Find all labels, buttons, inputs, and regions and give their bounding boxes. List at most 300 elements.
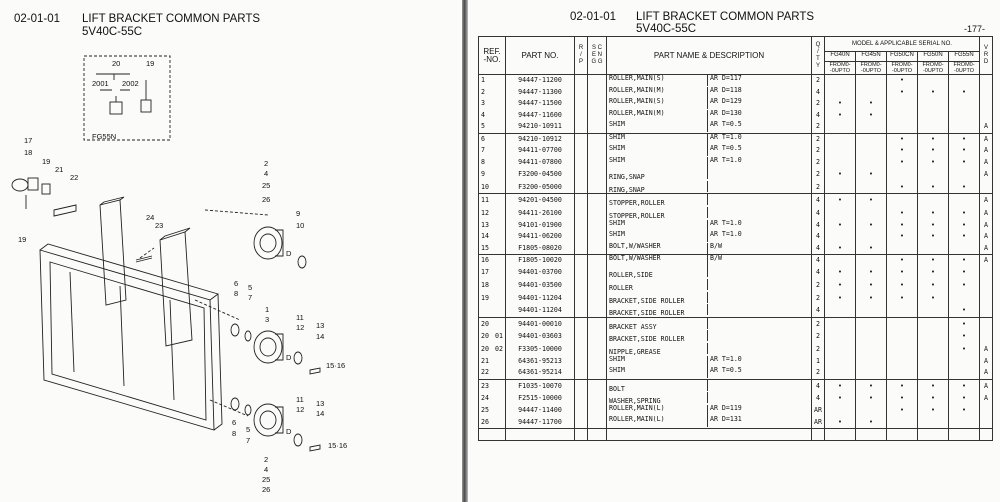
part-no: 94210-10912 xyxy=(506,133,575,145)
part-no: 94201-04500 xyxy=(506,194,575,207)
part-no: 94401-11204 xyxy=(506,304,575,317)
model-mark xyxy=(949,168,980,181)
ref-no: 13 xyxy=(479,219,506,231)
callout-label: 23 xyxy=(155,221,164,230)
part-name: BRACKET,SIDE ROLLER xyxy=(607,304,812,317)
model-name: FG50CN xyxy=(887,52,917,62)
part-desc: AR T=1.0 xyxy=(707,157,742,168)
model-mark xyxy=(825,356,856,368)
model-mark: • xyxy=(887,207,918,220)
page-number: -177- xyxy=(964,24,986,34)
qty: AR xyxy=(812,405,825,417)
rp-cell xyxy=(575,356,588,368)
model-mark: • xyxy=(825,266,856,279)
part-name: ROLLER,SIDE xyxy=(607,266,812,279)
vrd-mark: A xyxy=(980,145,993,157)
model-mark: • xyxy=(825,110,856,122)
vrd-mark xyxy=(980,110,993,122)
callout-label: 4 xyxy=(264,465,269,474)
model-mark: • xyxy=(918,231,949,243)
model-mark xyxy=(949,98,980,110)
empty-cell xyxy=(949,428,980,441)
callout-label: 15·16 xyxy=(328,441,348,450)
part-desc: AR D=118 xyxy=(707,87,742,98)
callout-label: 6 xyxy=(232,418,237,427)
model-mark: • xyxy=(825,392,856,405)
left-page-model: 5V40C-55C xyxy=(82,26,143,38)
sc-cell xyxy=(588,98,607,110)
table-row xyxy=(479,266,993,279)
vrd-mark: A xyxy=(980,194,993,207)
model-mark: • xyxy=(949,405,980,417)
model-mark xyxy=(856,145,887,157)
rp-cell xyxy=(575,330,588,343)
model-mark xyxy=(949,242,980,254)
callout-label: 12 xyxy=(296,405,305,414)
callout-label: 19 xyxy=(146,59,155,68)
model-mark: • xyxy=(949,157,980,169)
vrd-mark xyxy=(980,181,993,194)
model-mark xyxy=(887,121,918,133)
model-mark xyxy=(887,98,918,110)
model-mark: • xyxy=(887,266,918,279)
model-mark xyxy=(825,231,856,243)
part-desc: AR D=131 xyxy=(707,416,742,427)
model-mark: • xyxy=(918,157,949,169)
side-roller xyxy=(12,179,28,191)
model-col-fg50cn xyxy=(887,52,918,75)
rp-cell xyxy=(575,98,588,110)
sc-cell xyxy=(588,181,607,194)
model-mark: • xyxy=(949,317,980,330)
model-mark: • xyxy=(887,231,918,243)
model-name: FG50N xyxy=(918,52,948,62)
callout-label: 8 xyxy=(232,429,237,438)
vrd-mark xyxy=(980,279,993,292)
empty-cell xyxy=(856,428,887,441)
callout-label: 6 xyxy=(234,279,239,288)
rp-cell xyxy=(575,242,588,254)
model-mark xyxy=(887,242,918,254)
model-mark xyxy=(887,304,918,317)
part-desc: AR T=0.5 xyxy=(707,145,742,156)
vrd-mark xyxy=(980,266,993,279)
model-mark: • xyxy=(918,279,949,292)
sc-cell xyxy=(588,356,607,368)
part-desc xyxy=(707,207,710,218)
main-roller-middle xyxy=(254,331,282,363)
model-mark: • xyxy=(949,266,980,279)
callout-label: 7 xyxy=(248,293,253,302)
part-desc xyxy=(707,266,710,277)
part-desc xyxy=(707,330,710,341)
table-row xyxy=(479,367,993,379)
sc-cell xyxy=(588,157,607,169)
vrd-mark: A xyxy=(980,231,993,243)
parts-list-page xyxy=(468,0,1000,502)
model-mark xyxy=(918,367,949,379)
model-mark xyxy=(949,121,980,133)
part-desc: AR T=1.0 xyxy=(707,356,742,367)
left-page-title: LIFT BRACKET COMMON PARTS xyxy=(82,13,261,25)
part-no: 94447-11700 xyxy=(506,416,575,428)
model-mark: • xyxy=(887,87,918,99)
part-no: F1805-10020 xyxy=(506,254,575,266)
model-mark xyxy=(887,110,918,122)
model-mark: • xyxy=(918,87,949,99)
model-mark xyxy=(949,416,980,428)
col-vrd: V R D xyxy=(980,37,993,75)
part-no: F1805-08020 xyxy=(506,242,575,254)
callout-label: 14 xyxy=(316,332,325,341)
model-mark xyxy=(825,207,856,220)
callout-label: 12 xyxy=(296,323,305,332)
part-name: ROLLER,MAIN(S) AR D=117 xyxy=(607,75,812,87)
part-desc: AR T=1.0 xyxy=(707,134,742,145)
callout-label: 26 xyxy=(262,485,271,494)
ref-no: 23 xyxy=(479,379,506,392)
model-mark: • xyxy=(918,292,949,305)
inset-part-19 xyxy=(141,100,151,112)
model-mark xyxy=(856,405,887,417)
empty-cell xyxy=(479,428,506,441)
callout-labels xyxy=(18,59,347,494)
qty: 2 xyxy=(812,181,825,194)
part-no: 94401-11204 xyxy=(506,292,575,305)
ref-no: 18 xyxy=(479,279,506,292)
part-no: 94411-07700 xyxy=(506,145,575,157)
table-row xyxy=(479,405,993,417)
model-mark xyxy=(887,416,918,428)
vrd-mark xyxy=(980,98,993,110)
right-page-title: LIFT BRACKET COMMON PARTS xyxy=(636,11,815,23)
sc-cell xyxy=(588,343,607,356)
callout-label: 5 xyxy=(246,425,251,434)
model-mark: • xyxy=(856,416,887,428)
qty: 2 xyxy=(812,75,825,87)
qty: 4 xyxy=(812,266,825,279)
part-name: ROLLER,MAIN(M) AR D=118 xyxy=(607,87,812,99)
vrd-mark xyxy=(980,87,993,99)
ref-no: 7 xyxy=(479,145,506,157)
model-mark xyxy=(949,292,980,305)
empty-cell xyxy=(607,428,812,441)
vrd-mark: A xyxy=(980,343,993,356)
model-name: FG55N xyxy=(949,52,979,62)
model-mark xyxy=(918,304,949,317)
rp-cell xyxy=(575,145,588,157)
callout-label: 7 xyxy=(246,436,251,445)
diagram-page xyxy=(0,0,462,502)
part-name: ROLLER,MAIN(L) AR D=131 xyxy=(607,416,812,428)
table-row xyxy=(479,181,993,194)
ref-no: 10 xyxy=(479,181,506,194)
qty: 4 xyxy=(812,219,825,231)
part-desc: AR T=1.0 xyxy=(707,220,742,231)
model-mark: • xyxy=(887,392,918,405)
part-name: STOPPER,ROLLER xyxy=(607,194,812,207)
part-name: STOPPER,ROLLER xyxy=(607,207,812,220)
qty: 2 xyxy=(812,168,825,181)
model-mark xyxy=(856,181,887,194)
rp-cell xyxy=(575,110,588,122)
vrd-mark: A xyxy=(980,379,993,392)
model-col-fg55n xyxy=(949,52,980,75)
model-mark xyxy=(918,168,949,181)
col-qty: Q / T Y xyxy=(812,37,825,75)
model-mark: • xyxy=(949,133,980,145)
inset-bracket xyxy=(110,102,122,114)
rp-cell xyxy=(575,292,588,305)
col-rp: R / P xyxy=(575,37,588,75)
serial-range: FROM0- -0UPTO xyxy=(860,62,882,74)
empty-cell xyxy=(812,428,825,441)
empty-cell xyxy=(918,428,949,441)
model-mark xyxy=(825,181,856,194)
model-name: FG40N xyxy=(825,52,855,62)
sc-cell xyxy=(588,207,607,220)
rp-cell xyxy=(575,317,588,330)
vrd-mark xyxy=(980,416,993,428)
rp-cell xyxy=(575,304,588,317)
model-mark: • xyxy=(887,219,918,231)
model-mark xyxy=(825,330,856,343)
part-name: RING,SNAP xyxy=(607,181,812,194)
table-row xyxy=(479,110,993,122)
model-mark: • xyxy=(918,181,949,194)
model-mark: • xyxy=(856,194,887,207)
vrd-mark xyxy=(980,75,993,87)
model-mark: • xyxy=(949,231,980,243)
part-no: F1035-10070 xyxy=(506,379,575,392)
part-name: NIPPLE,GREASE xyxy=(607,343,812,356)
qty: 4 xyxy=(812,304,825,317)
model-mark: • xyxy=(918,392,949,405)
part-no: 94210-10911 xyxy=(506,121,575,133)
model-mark xyxy=(825,121,856,133)
table-row xyxy=(479,98,993,110)
sc-cell xyxy=(588,330,607,343)
part-name: SHIM AR T=0.5 xyxy=(607,121,812,133)
ref-no: 19 xyxy=(479,292,506,305)
model-col-fg40n xyxy=(825,52,856,75)
model-mark: • xyxy=(887,292,918,305)
callout-label: D xyxy=(286,427,292,436)
callout-label: 2 xyxy=(264,455,269,464)
callout-label: 1 xyxy=(265,305,270,314)
model-mark xyxy=(825,405,856,417)
model-mark: • xyxy=(949,87,980,99)
part-desc xyxy=(707,343,710,354)
model-mark: • xyxy=(949,145,980,157)
ref-no: 6 xyxy=(479,133,506,145)
model-mark: • xyxy=(856,168,887,181)
ref-no: 20 02 xyxy=(479,343,506,356)
part-no: 94447-11600 xyxy=(506,110,575,122)
model-mark xyxy=(856,121,887,133)
vrd-mark: A xyxy=(980,207,993,220)
model-mark xyxy=(856,317,887,330)
serial-range: FROM0- -0UPTO xyxy=(829,62,851,74)
callout-label: FG55N xyxy=(92,132,117,141)
model-mark: • xyxy=(825,379,856,392)
part-name: SHIM AR T=1.0 xyxy=(607,157,812,169)
ref-no: 5 xyxy=(479,121,506,133)
sc-cell xyxy=(588,317,607,330)
model-mark xyxy=(887,168,918,181)
model-mark xyxy=(856,87,887,99)
callout-label: 11 xyxy=(296,313,304,322)
part-desc: B/W xyxy=(707,243,722,254)
qty: 2 xyxy=(812,157,825,169)
part-name: ROLLER,MAIN(S) AR D=129 xyxy=(607,98,812,110)
rp-cell xyxy=(575,194,588,207)
sc-cell xyxy=(588,367,607,379)
ref-no: 14 xyxy=(479,231,506,243)
ref-no: 8 xyxy=(479,157,506,169)
table-row xyxy=(479,279,993,292)
table-row xyxy=(479,304,993,317)
vrd-mark: A xyxy=(980,254,993,266)
model-mark: • xyxy=(918,219,949,231)
model-mark xyxy=(949,356,980,368)
col-model-group: MODEL & APPLICABLE SERIAL NO. xyxy=(825,37,980,52)
sc-cell xyxy=(588,168,607,181)
model-mark xyxy=(918,356,949,368)
callout-label: 3 xyxy=(265,315,270,324)
vrd-mark: A xyxy=(980,168,993,181)
ref-no: 2 xyxy=(479,87,506,99)
model-mark xyxy=(825,157,856,169)
callout-label: 14 xyxy=(316,409,325,418)
model-mark xyxy=(856,75,887,87)
callout-label: D xyxy=(286,249,292,258)
ref-no: 24 xyxy=(479,392,506,405)
table-row xyxy=(479,168,993,181)
ref-no: 21 xyxy=(479,356,506,368)
col-name: PART NAME & DESCRIPTION xyxy=(607,37,812,75)
rp-cell xyxy=(575,219,588,231)
serial-range: FROM0- -0UPTO xyxy=(891,62,913,74)
part-name: ROLLER,MAIN(L) AR D=119 xyxy=(607,405,812,417)
part-name: SHIM AR T=1.0 xyxy=(607,133,812,145)
main-roller-top xyxy=(254,227,282,259)
model-mark: • xyxy=(949,219,980,231)
callout-label: 20 xyxy=(112,59,121,68)
qty: 4 xyxy=(812,87,825,99)
rp-cell xyxy=(575,392,588,405)
vrd-mark: A xyxy=(980,157,993,169)
model-mark xyxy=(825,367,856,379)
serial-range: FROM0- -0UPTO xyxy=(922,62,944,74)
qty: 4 xyxy=(812,242,825,254)
model-mark xyxy=(918,317,949,330)
qty: 2 xyxy=(812,292,825,305)
model-mark xyxy=(856,207,887,220)
part-desc xyxy=(707,194,710,205)
model-mark: • xyxy=(825,219,856,231)
model-mark: • xyxy=(918,405,949,417)
part-no: 94411-07800 xyxy=(506,157,575,169)
part-no: 94447-11200 xyxy=(506,75,575,87)
model-mark: • xyxy=(887,75,918,87)
vrd-mark: A xyxy=(980,133,993,145)
rp-cell xyxy=(575,207,588,220)
part-no: F2515-10000 xyxy=(506,392,575,405)
empty-cell xyxy=(575,428,588,441)
part-name: BOLT xyxy=(607,379,812,392)
left-page-code: 02-01-01 xyxy=(14,13,61,25)
model-col-fg50n xyxy=(918,52,949,75)
rp-cell xyxy=(575,416,588,428)
model-mark: • xyxy=(949,379,980,392)
right-page-model: 5V40C-55C xyxy=(636,23,697,35)
rp-cell xyxy=(575,121,588,133)
qty: 4 xyxy=(812,194,825,207)
sc-cell xyxy=(588,75,607,87)
sc-cell xyxy=(588,110,607,122)
model-mark xyxy=(949,194,980,207)
ref-no: 25 xyxy=(479,405,506,417)
qty: 4 xyxy=(812,392,825,405)
sc-cell xyxy=(588,392,607,405)
model-col-fg45n xyxy=(856,52,887,75)
col-ref: REF. -NO. xyxy=(479,37,506,75)
model-mark: • xyxy=(949,279,980,292)
part-desc: AR D=119 xyxy=(707,405,742,416)
model-mark: • xyxy=(825,194,856,207)
ref-no: 12 xyxy=(479,207,506,220)
part-desc xyxy=(707,181,710,192)
model-mark xyxy=(856,343,887,356)
part-name: SHIM AR T=1.0 xyxy=(607,219,812,231)
model-mark xyxy=(949,367,980,379)
sc-cell xyxy=(588,87,607,99)
ref-no xyxy=(479,304,506,317)
part-no: 94101-01900 xyxy=(506,219,575,231)
model-mark xyxy=(825,304,856,317)
part-desc: AR T=1.0 xyxy=(707,231,742,242)
model-mark xyxy=(856,367,887,379)
ref-no: 16 xyxy=(479,254,506,266)
rp-cell xyxy=(575,405,588,417)
rp-cell xyxy=(575,157,588,169)
rp-cell xyxy=(575,181,588,194)
rp-cell xyxy=(575,343,588,356)
part-no: F3200-05000 xyxy=(506,181,575,194)
model-mark xyxy=(825,317,856,330)
model-mark xyxy=(918,330,949,343)
table-row xyxy=(479,207,993,220)
callout-label: 2 xyxy=(264,159,269,168)
table-row xyxy=(479,231,993,243)
part-desc: AR T=0.5 xyxy=(707,121,742,132)
model-mark: • xyxy=(856,292,887,305)
qty: 2 xyxy=(812,98,825,110)
sc-cell xyxy=(588,405,607,417)
part-no: 94401-03700 xyxy=(506,266,575,279)
part-desc xyxy=(707,168,710,179)
model-mark: • xyxy=(918,254,949,266)
callout-label: 26 xyxy=(262,195,271,204)
table-row xyxy=(479,242,993,254)
model-mark xyxy=(887,356,918,368)
empty-cell xyxy=(506,428,575,441)
model-mark: • xyxy=(825,242,856,254)
vrd-mark: A xyxy=(980,121,993,133)
ref-no: 15 xyxy=(479,242,506,254)
rp-cell xyxy=(575,231,588,243)
